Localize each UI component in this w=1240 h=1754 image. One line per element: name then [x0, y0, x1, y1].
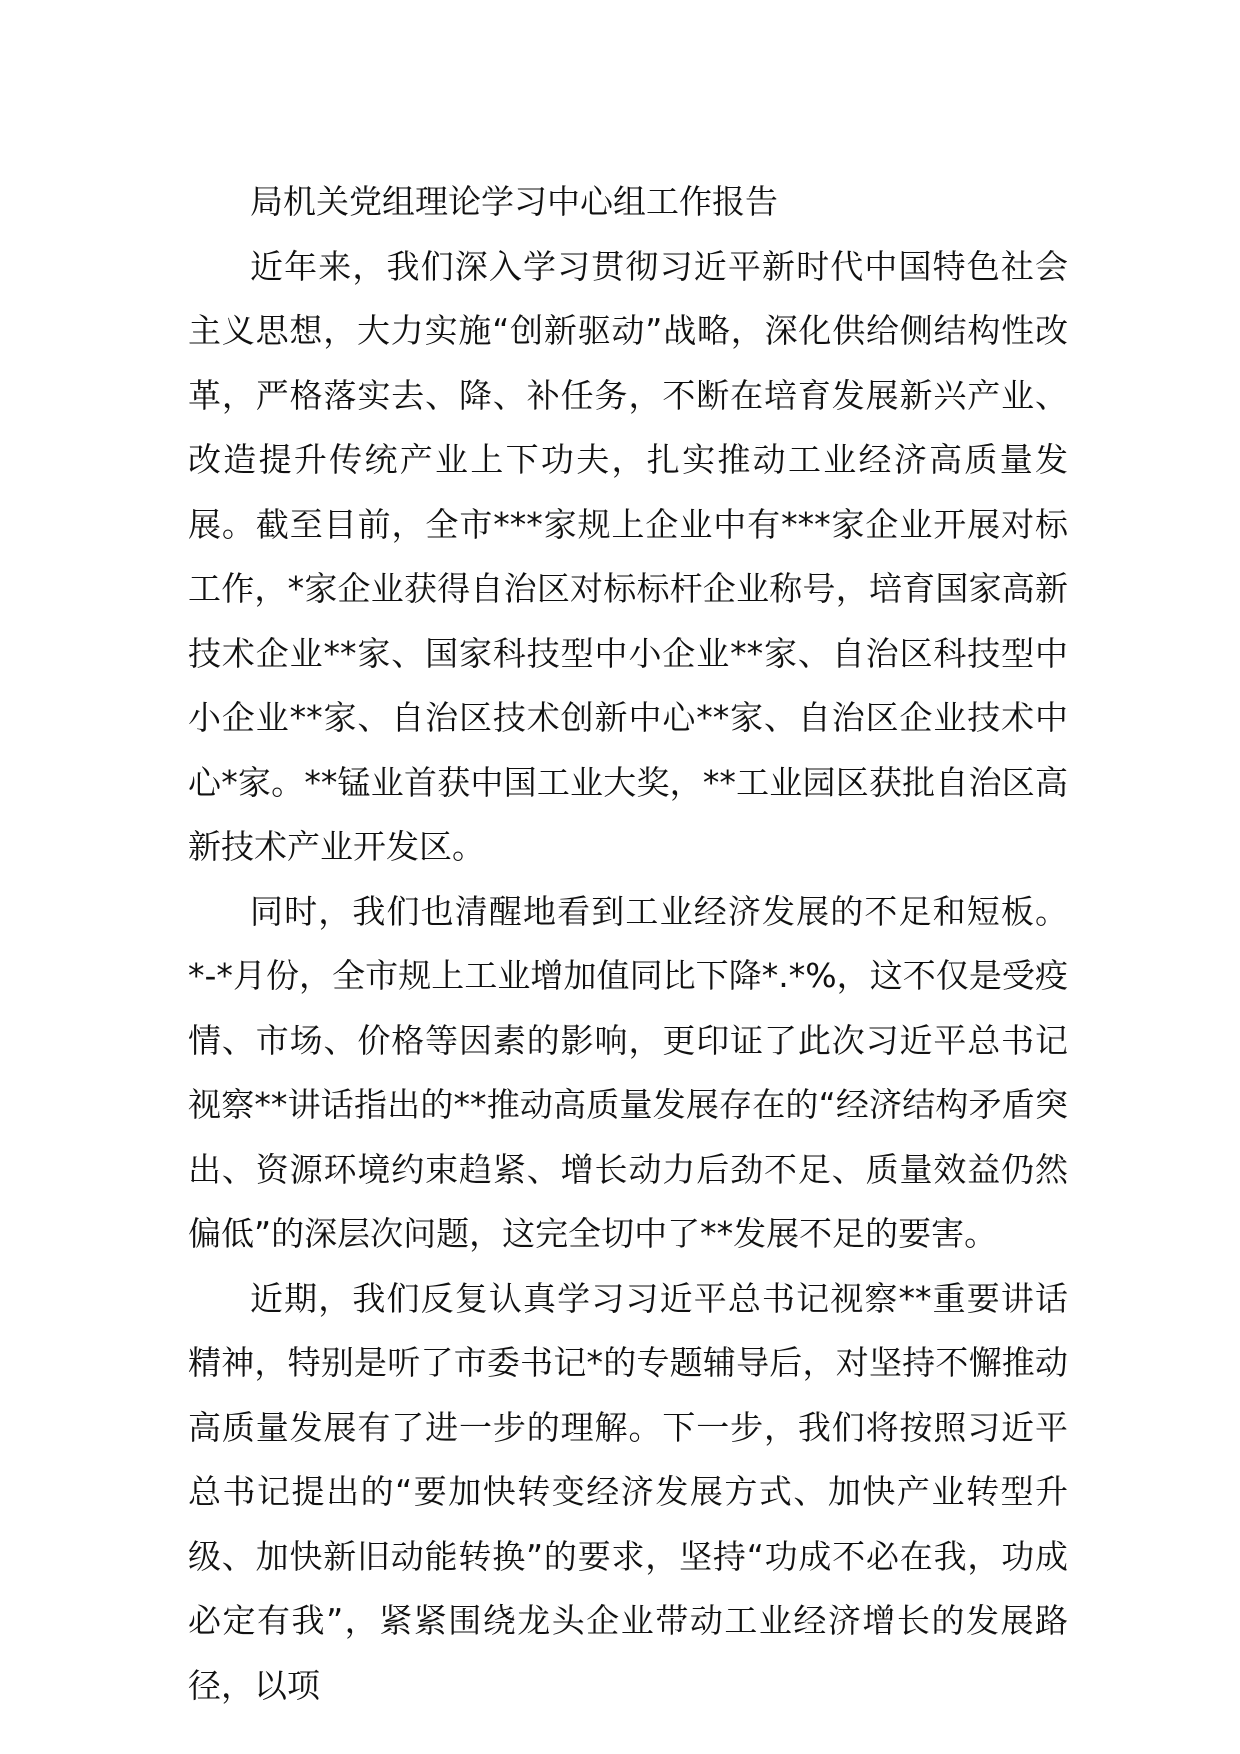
- document-body: [188, 170, 1068, 1718]
- paragraph-achievements: 近年来，我们深入学习贯彻习近平新时代中国特色社会主义思想，大力实施“创新驱动”战略，深化供给侧结构性改革，严格落实去、降、补任务，不断在培育发展新兴产业、改造提升传统产业上下功夫，扎实推动工业经济高质量发展。截至目前，全市***家规上企业中有***家企业开展对标工作，*家企业获得自治区对标标杆企业称号，培育国家高新技术企业**家、国家科技型中小企业**家、自治区科技型中小企业**家、自治区技术创新中心**家、自治区企业技术中心*家。**锰业首获中国工业大奖，**工业园区获批自治区高新技术产业开发区。: [188, 246, 1068, 866]
- paragraph-shortcomings: 同时，我们也清醒地看到工业经济发展的不足和短板。*-*月份，全市规上工业增加值同比下降*.*%，这不仅是受疫情、市场、价格等因素的影响，更印证了此次习近平总书记视察**讲话指出的**推动高质量发展存在的“经济结构矛盾突出、资源环境约束趋紧、增长动力后劲不足、质量效益仍然偏低”的深层次问题，这完全切中了**发展不足的要害。: [188, 891, 1068, 1253]
- document-title: 局机关党组理论学习中心组工作报告: [250, 182, 778, 221]
- paragraph-next-steps: 近期，我们反复认真学习习近平总书记视察**重要讲话精神，特别是听了市委书记*的专题辅导后，对坚持不懈推动高质量发展有了进一步的理解。下一步，我们将按照习近平总书记提出的“要加快转变经济发展方式、加快产业转型升级、加快新旧动能转换”的要求，坚持“功成不必在我，功成必定有我”，紧紧围绕龙头企业带动工业经济增长的发展路径，以项: [188, 1278, 1068, 1705]
